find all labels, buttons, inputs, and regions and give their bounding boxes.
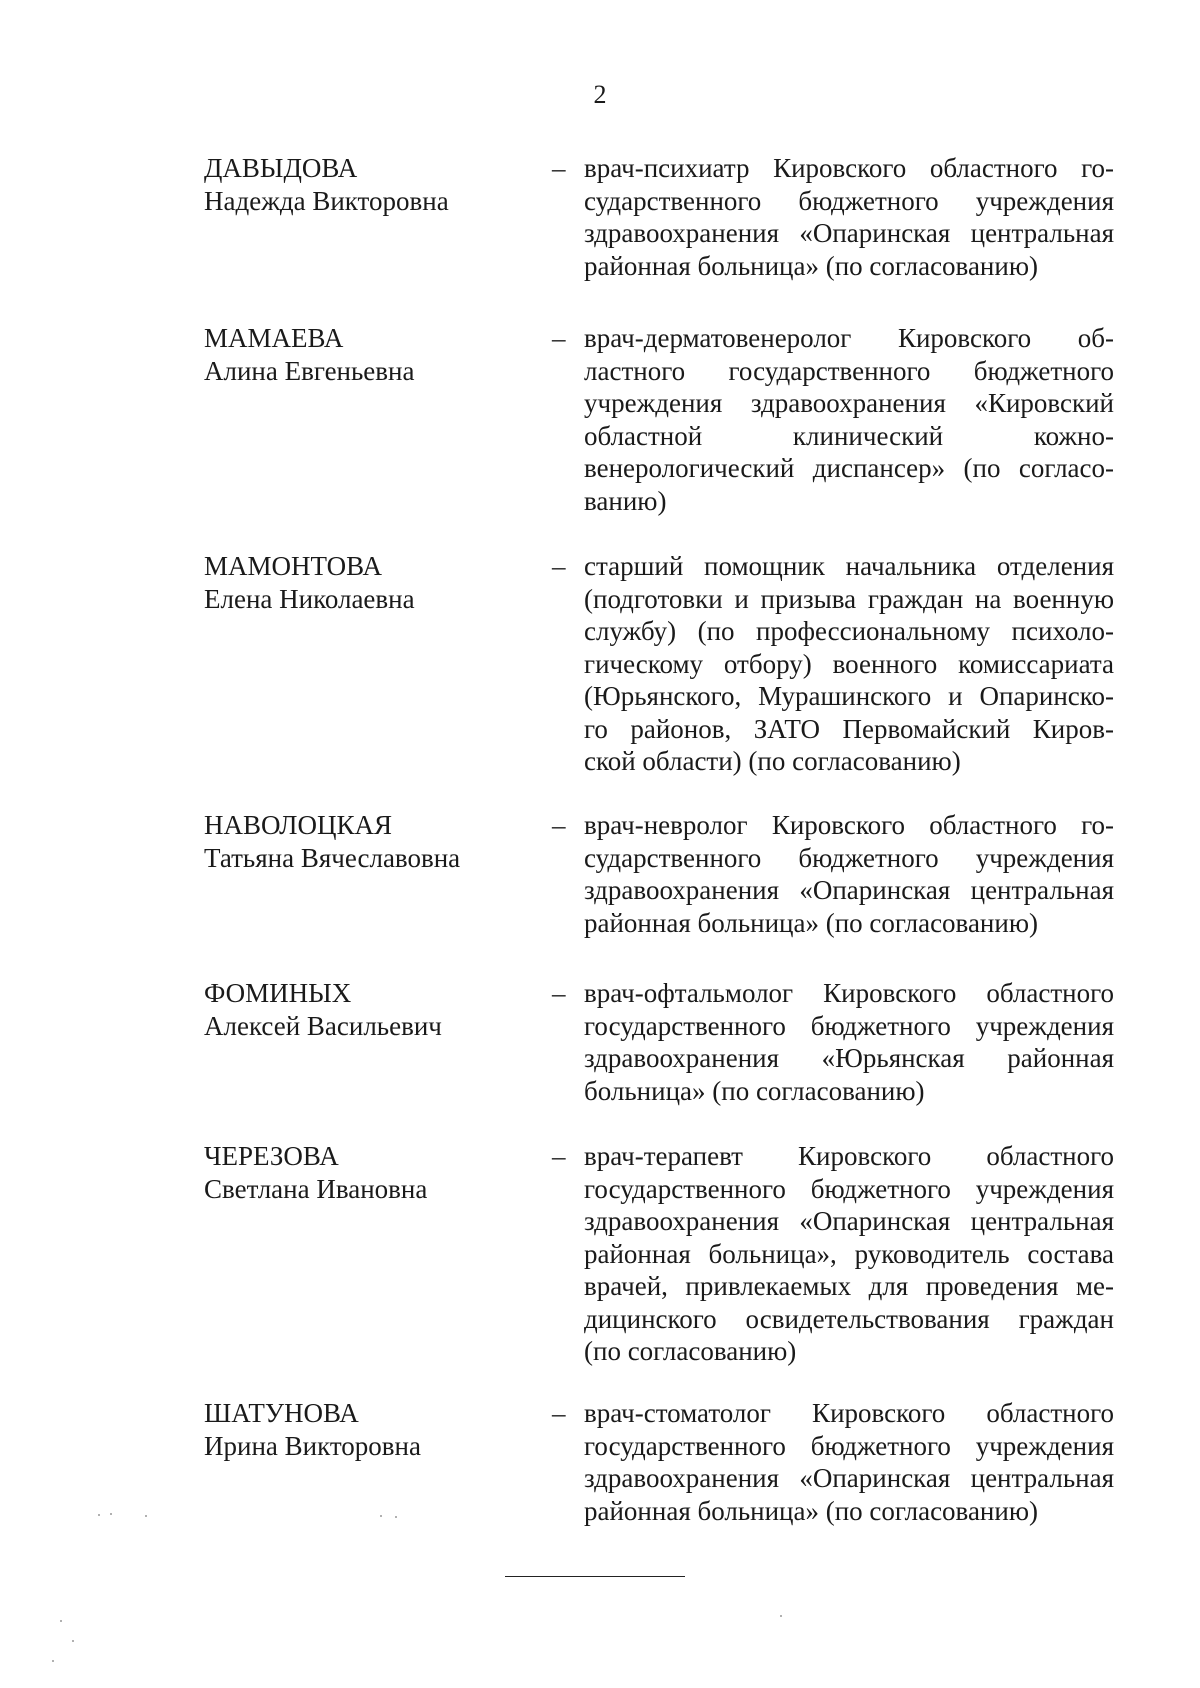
- member-position: [584, 1140, 1114, 1368]
- scan-speck: [98, 1514, 100, 1516]
- position-line: ластного государственного бюджетного: [584, 355, 1114, 386]
- position-line: ванию): [584, 485, 667, 516]
- member-position: [584, 1397, 1114, 1527]
- member-position: [584, 809, 1114, 939]
- scan-speck: [145, 1515, 147, 1517]
- position-line: сударственного бюджетного учреждения: [584, 185, 1114, 216]
- position-line: районная больница», руководитель состава: [584, 1238, 1114, 1269]
- list-dash: –: [552, 323, 566, 353]
- position-line: государственного бюджетного учреждения: [584, 1010, 1114, 1041]
- member-name: [204, 1140, 544, 1205]
- member-name: [204, 152, 544, 217]
- position-line: здравоохранения «Опаринская центральная: [584, 1463, 1114, 1493]
- scan-speck: [52, 1660, 54, 1662]
- position-line: (подготовки и призыва граждан на военную: [584, 583, 1114, 614]
- member-position: [584, 322, 1114, 517]
- position-line: врач-дерматовенеролог Кировского об-: [584, 323, 1114, 353]
- member-surname: МАМАЕВА: [204, 323, 344, 353]
- position-line: государственного бюджетного учреждения: [584, 1430, 1114, 1461]
- end-of-list-rule: [505, 1576, 685, 1577]
- member-surname: НАВОЛОЦКАЯ: [204, 810, 392, 840]
- position-line: здравоохранения «Опаринская центральная: [584, 875, 1114, 905]
- scan-speck: [395, 1516, 397, 1518]
- member-position: [584, 977, 1114, 1107]
- position-line: (Юрьянского, Мурашинского и Опаринско-: [584, 681, 1114, 711]
- scan-speck: [72, 1640, 74, 1642]
- scan-speck: [780, 1615, 782, 1617]
- position-line: гическому отбору) военного комиссариата: [584, 648, 1114, 679]
- member-given-name: Светлана Ивановна: [204, 1173, 428, 1204]
- list-dash: –: [552, 551, 566, 581]
- scan-speck: [380, 1515, 382, 1517]
- position-line: учреждения здравоохранения «Кировский: [584, 388, 1114, 418]
- position-line: врач-терапевт Кировского областного: [584, 1141, 1114, 1171]
- member-name: [204, 550, 544, 615]
- member-surname: ФОМИНЫХ: [204, 978, 352, 1008]
- position-line: врач-офтальмолог Кировского областного: [584, 978, 1114, 1008]
- position-line: ской области) (по согласованию): [584, 746, 961, 776]
- member-name: [204, 977, 544, 1042]
- member-given-name: Ирина Викторовна: [204, 1430, 421, 1461]
- member-given-name: Надежда Викторовна: [204, 185, 449, 216]
- member-surname: ЧЕРЕЗОВА: [204, 1141, 339, 1171]
- list-dash: –: [552, 1398, 566, 1428]
- member-name: [204, 1397, 544, 1462]
- position-line: районная больница» (по согласованию): [584, 907, 1038, 938]
- member-position: [584, 152, 1114, 282]
- list-dash: –: [552, 153, 566, 183]
- position-line: (по согласованию): [584, 1336, 797, 1366]
- position-line: областной клинический кожно-: [584, 420, 1114, 451]
- position-line: районная больница» (по согласованию): [584, 1495, 1038, 1526]
- member-surname: ШАТУНОВА: [204, 1398, 359, 1428]
- member-given-name: Алексей Васильевич: [204, 1010, 442, 1041]
- scan-speck: [60, 1620, 62, 1622]
- position-line: врач-стоматолог Кировского областного: [584, 1398, 1114, 1428]
- list-dash: –: [552, 1141, 566, 1171]
- position-line: врач-психиатр Кировского областного го-: [584, 153, 1114, 183]
- list-dash: –: [552, 978, 566, 1008]
- position-line: здравоохранения «Юрьянская районная: [584, 1043, 1114, 1073]
- position-line: здравоохранения «Опаринская центральная: [584, 1206, 1114, 1236]
- list-dash: –: [552, 810, 566, 840]
- member-surname: МАМОНТОВА: [204, 551, 382, 581]
- position-line: больница» (по согласованию): [584, 1075, 925, 1106]
- position-line: старший помощник начальника отделения: [584, 551, 1114, 581]
- member-given-name: Татьяна Вячеславовна: [204, 842, 461, 873]
- position-line: районная больница» (по согласованию): [584, 250, 1038, 281]
- position-line: венерологический диспансер» (по согласо-: [584, 453, 1114, 483]
- member-given-name: Алина Евгеньевна: [204, 355, 415, 386]
- member-surname: ДАВЫДОВА: [204, 153, 358, 183]
- position-line: здравоохранения «Опаринская центральная: [584, 218, 1114, 248]
- position-line: врачей, привлекаемых для проведения ме-: [584, 1271, 1114, 1301]
- member-position: [584, 550, 1114, 778]
- scan-speck: [110, 1513, 112, 1515]
- position-line: государственного бюджетного учреждения: [584, 1173, 1114, 1204]
- position-line: сударственного бюджетного учреждения: [584, 842, 1114, 873]
- member-name: [204, 322, 544, 387]
- position-line: го районов, ЗАТО Первомайский Киров-: [584, 713, 1114, 744]
- member-name: [204, 809, 544, 874]
- member-given-name: Елена Николаевна: [204, 583, 415, 614]
- position-line: врач-невролог Кировского областного го-: [584, 810, 1114, 840]
- position-line: службу) (по профессиональному психоло-: [584, 616, 1114, 646]
- page-number: 2: [593, 80, 607, 109]
- position-line: дицинского освидетельствования граждан: [584, 1303, 1114, 1334]
